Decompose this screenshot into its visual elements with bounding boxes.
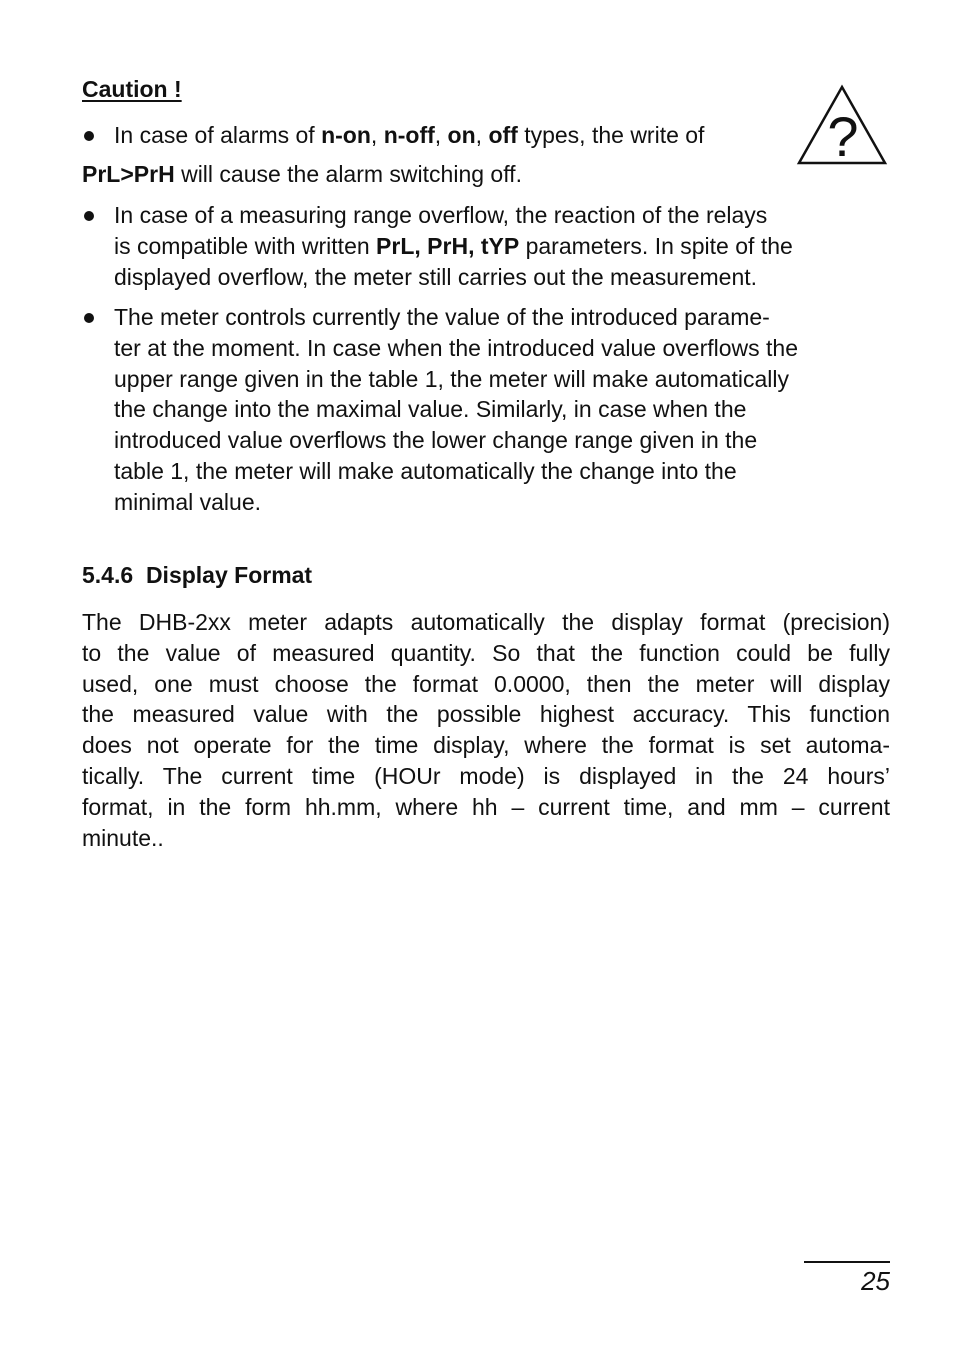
text-line: ter at the moment. In case when the introduced value overflows the bbox=[114, 334, 798, 361]
section-heading bbox=[82, 562, 312, 589]
text-run: In case of alarms of bbox=[114, 122, 322, 148]
alarm-type-n-off: n-off bbox=[383, 122, 435, 148]
text-line: introduced value overflows the lower change range given in the bbox=[114, 427, 758, 454]
text-run: is compatible with written bbox=[114, 232, 377, 259]
text-line: does not operate for the time display, where the format is set automa- bbox=[82, 732, 890, 759]
text-run: parameters. In spite of the bbox=[519, 232, 793, 259]
param-names: PrL, PrH, tYP bbox=[376, 232, 520, 259]
param-prl-prh: PrL>PrH bbox=[82, 161, 175, 187]
page-number: 25 bbox=[861, 1266, 890, 1296]
warning-question-triangle-icon bbox=[796, 84, 888, 166]
caution-bullet-1-line-1 bbox=[114, 120, 704, 151]
svg-text:?: ? bbox=[827, 105, 859, 166]
text-line: the measured value with the possible highest accuracy. This function bbox=[82, 701, 890, 728]
text-line: table 1, the meter will make automatically the change into the bbox=[114, 457, 737, 484]
text-line: the change into the maximal value. Similarly, in case when the bbox=[114, 396, 747, 423]
caution-bullet-2 bbox=[114, 200, 793, 292]
text-line: used, one must choose the format 0.0000, then the meter will display bbox=[82, 670, 890, 697]
text-line: minimal value. bbox=[114, 488, 261, 515]
text-run: will cause the alarm switching off. bbox=[174, 161, 522, 187]
page-number-rule bbox=[804, 1261, 890, 1263]
text-line: The DHB-2xx meter adapts automatically the display format (precision) bbox=[82, 609, 890, 635]
text-line: to the value of measured quantity. So that the function could be fully bbox=[82, 639, 890, 666]
alarm-type-off: off bbox=[488, 122, 518, 148]
alarm-type-n-on: n-on bbox=[321, 122, 371, 148]
text-line: format, in the form hh.mm, where hh – current time, and mm – current bbox=[82, 793, 890, 820]
text-run: , bbox=[370, 122, 384, 148]
text-run: types, the write of bbox=[517, 122, 705, 148]
alarm-type-on: on bbox=[447, 122, 476, 148]
section-number: 5.4.6 bbox=[82, 562, 134, 588]
caution-bullet-3 bbox=[114, 302, 798, 518]
bullet-marker bbox=[84, 131, 94, 141]
text-run: , bbox=[434, 122, 448, 148]
text-line bbox=[114, 231, 793, 262]
text-run: , bbox=[475, 122, 489, 148]
text-line: In case of a measuring range overflow, the reaction of the relays bbox=[114, 202, 768, 228]
text-line: upper range given in the table 1, the meter will make automatically bbox=[114, 365, 790, 392]
text-line: tically. The current time (HOUr mode) is displayed in the 24 hours’ bbox=[82, 762, 890, 789]
bullet-marker bbox=[84, 211, 94, 221]
caution-heading: Caution ! bbox=[82, 76, 182, 102]
section-title: Display Format bbox=[145, 562, 313, 588]
section-paragraph bbox=[82, 607, 890, 853]
text-line: minute.. bbox=[82, 824, 164, 851]
bullet-marker bbox=[84, 313, 94, 323]
caution-bullet-1-line-2 bbox=[82, 159, 522, 190]
text-line: displayed overflow, the meter still carries out the measurement. bbox=[114, 263, 758, 290]
text-line: The meter controls currently the value of the introduced parame- bbox=[114, 304, 770, 330]
